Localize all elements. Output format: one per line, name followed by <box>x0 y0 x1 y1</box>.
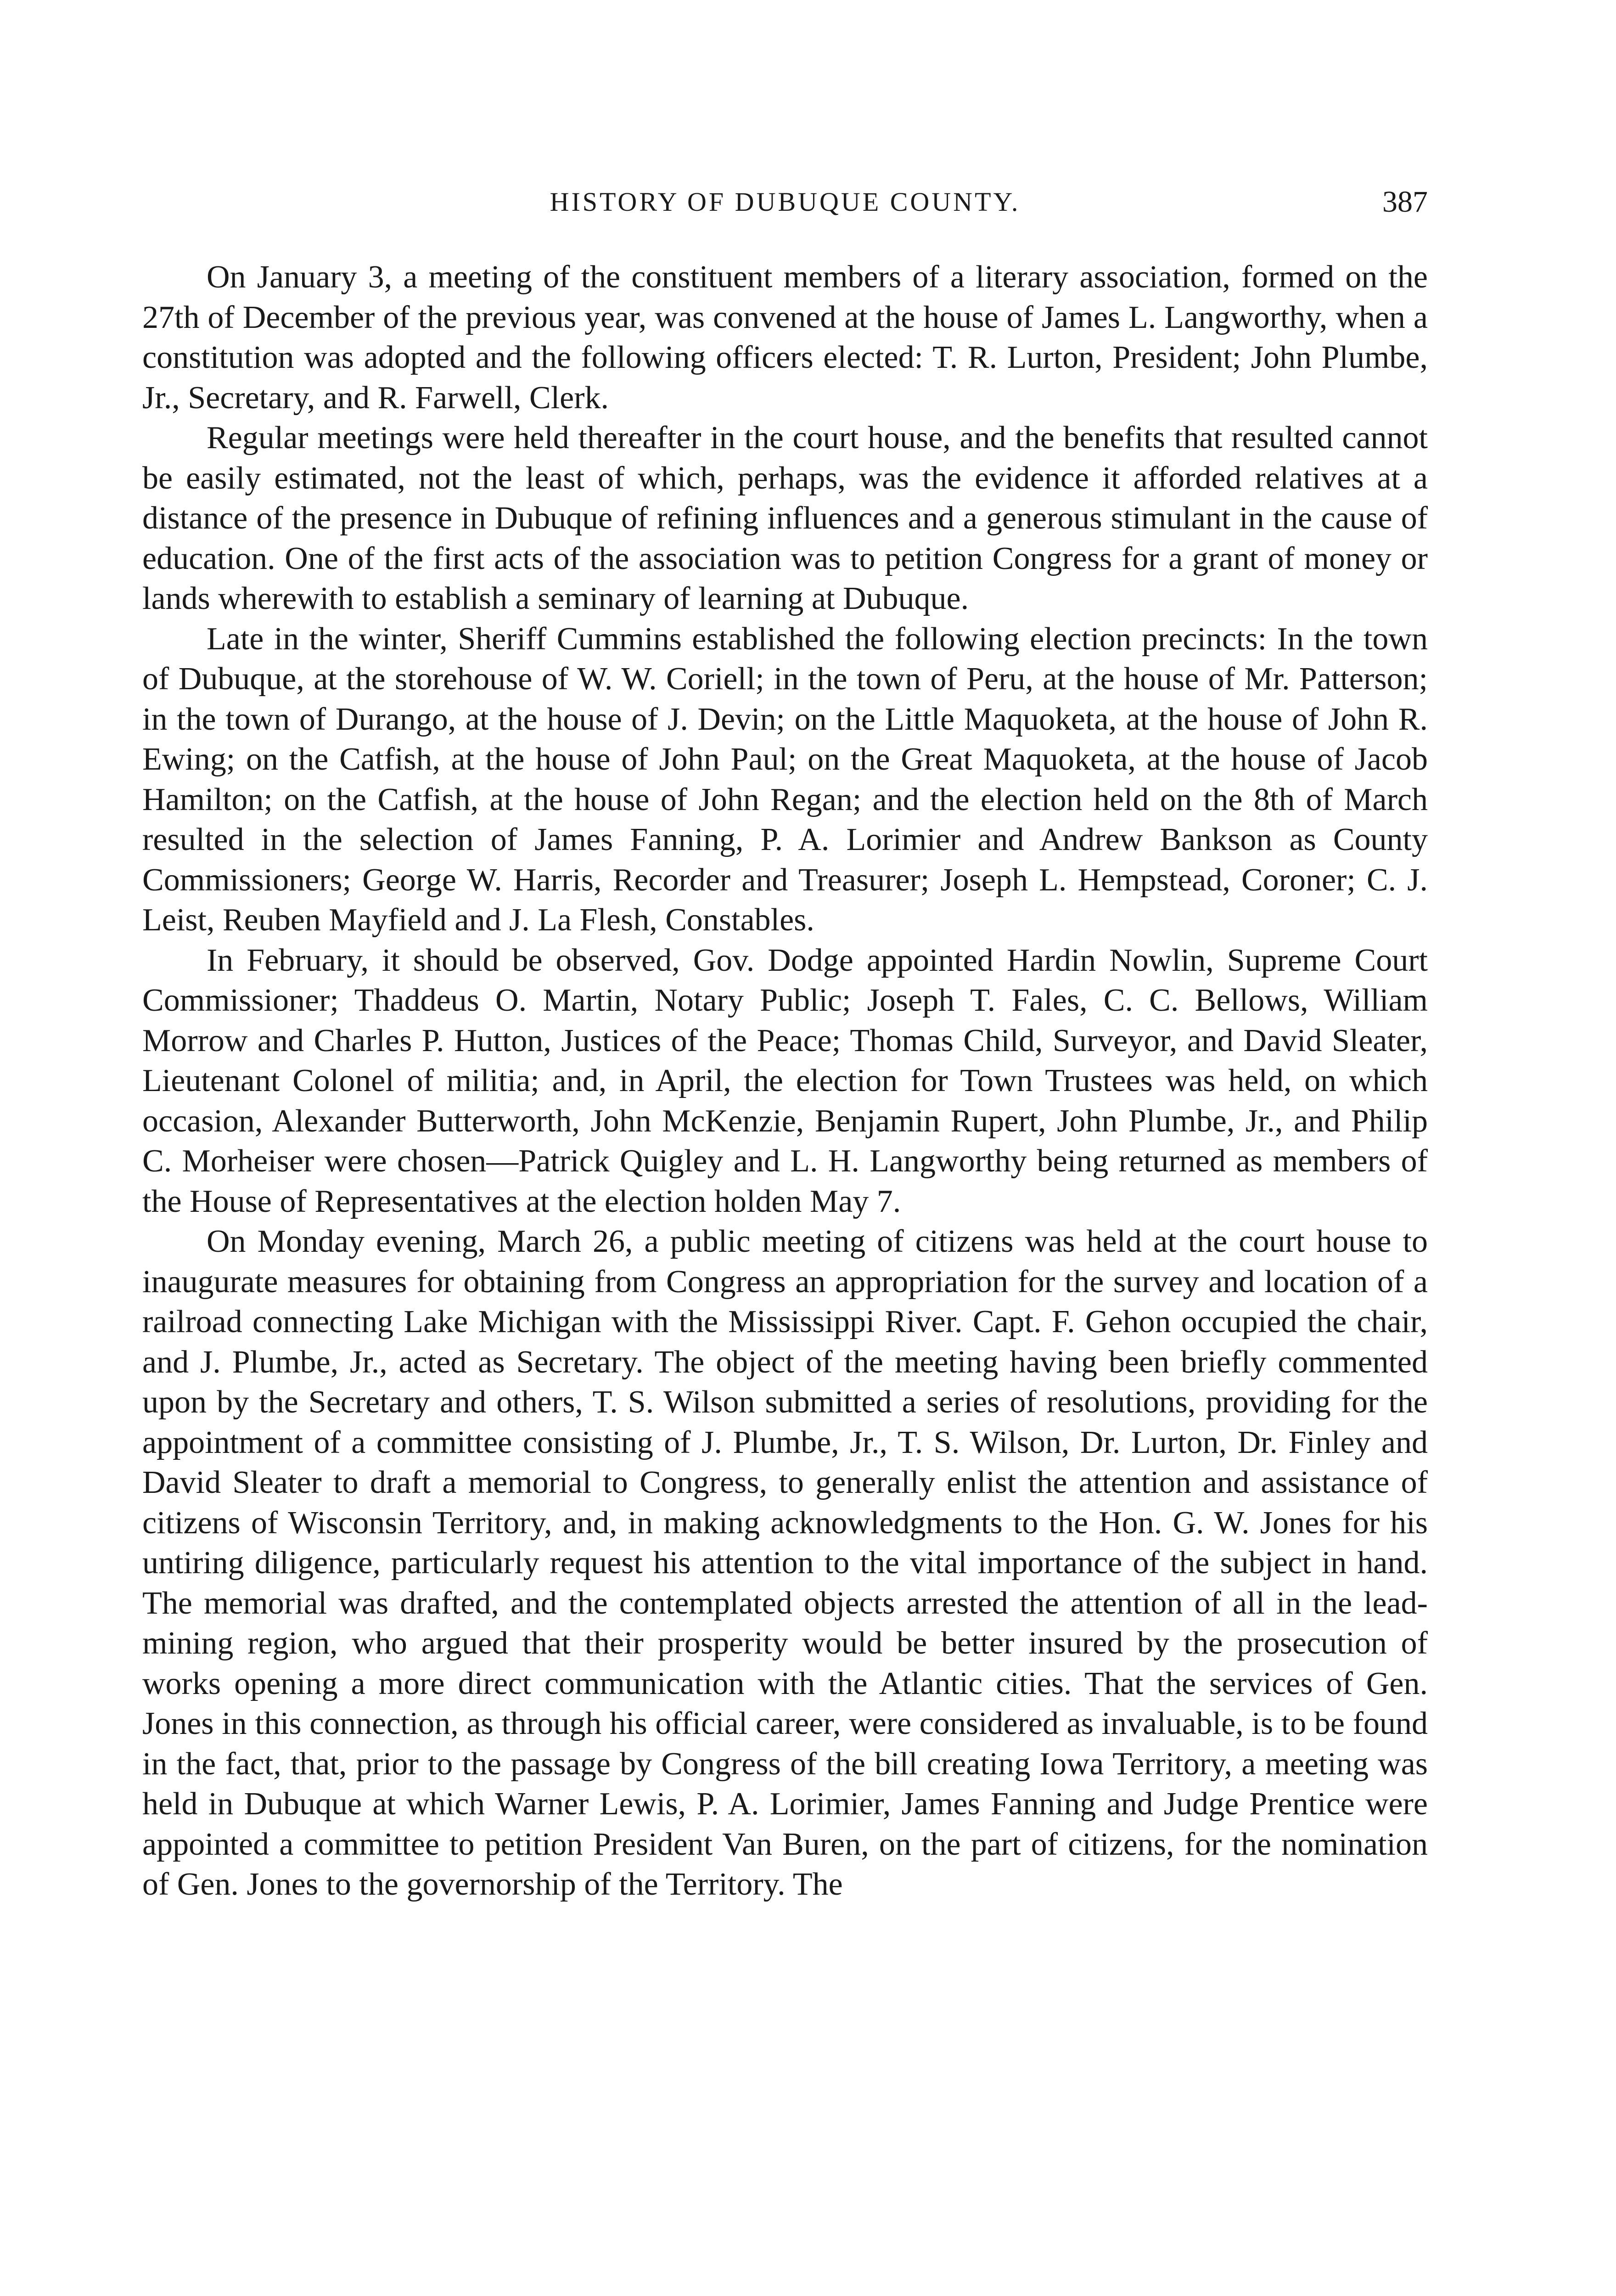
paragraph-election-precincts: Late in the winter, Sheriff Cummins established the following election precincts: In the town of Dubuque, at the storehouse of W. W. Coriell; in the town of Peru, at the house of Mr. Patterson; in the town of Durango, at the house of J. Devin; on the Little Maquoketa, at the house of John R. Ewing; on the Catfish, at the house of John Paul; on the Great Maquoketa, at the house of Jacob Hamilton; on the Catfish, at the house of John Regan; and the election held on the 8th of March resulted in the selection of James Fanning, P. A. Lorimier and Andrew Bankson as County Commissioners; George W. Harris, Recorder and Treasurer; Joseph L. Hempstead, Coroner; C. J. Leist, Reuben Mayfield and J. La Flesh, Constables. <box>142 621 1428 938</box>
paragraph-february-appointments: In February, it should be observed, Gov. Dodge appointed Hardin Nowlin, Supreme Court Commissioner; Thaddeus O. Martin, Notary Public; Joseph T. Fales, C. C. Bellows, William Morrow and Charles P. Hutton, Justices of the Peace; Thomas Child, Surveyor, and David Sleater, Lieutenant Colonel of militia; and, in April, the election for Town Trustees was held, on which occasion, Alexander Butterworth, John McKenzie, Benjamin Rupert, John Plumbe, Jr., and Philip C. Morheiser were chosen—Patrick Quigley and L. H. Langworthy being returned as members of the House of Representatives at the election holden May 7. <box>142 942 1428 1219</box>
paragraph-railroad-meeting: On Monday evening, March 26, a public meeting of citizens was held at the court house to inaugurate measures for obtaining from Congress an appropriation for the survey and location of a railroad connecting Lake Michigan with the Mississippi River. Capt. F. Gehon occupied the chair, and J. Plumbe, Jr., acted as Secretary. The object of the meeting having been briefly commented upon by the Secretary and others, T. S. Wilson submitted a series of resolutions, providing for the appointment of a committee consisting of J. Plumbe, Jr., T. S. Wilson, Dr. Lurton, Dr. Finley and David Sleater to draft a memorial to Congress, to generally enlist the attention and assistance of citizens of Wisconsin Territory, and, in making acknowledgments to the Hon. G. W. Jones for his untiring diligence, particularly request his attention to the vital importance of the subject in hand. The memorial was drafted, and the contemplated objects arrested the attention of all in the lead-mining region, who argued that their prosperity would be better insured by the prosecution of works opening a more direct communication with the Atlantic cities. That the services of Gen. Jones in this connection, as through his official career, were considered as invaluable, is to be found in the fact, that, prior to the passage by Congress of the bill creating Iowa Territory, a meeting was held in Dubuque at which Warner Lewis, P. A. Lorimier, James Fanning and Judge Prentice were appointed a committee to petition President Van Buren, on the part of citizens, for the nomination of Gen. Jones to the governorship of the Territory. The <box>142 1224 1428 1902</box>
page-number: 387 <box>1382 185 1428 219</box>
body-text <box>142 257 1428 1905</box>
paragraph-regular-meetings: Regular meetings were held thereafter in the court house, and the benefits that resulted cannot be easily estimated, not the least of which, perhaps, was the evidence it afforded relatives at a distance of the presence in Dubuque of refining influences and a generous stimulant in the cause of education. One of the first acts of the association was to petition Congress for a grant of money or lands wherewith to establish a seminary of learning at Dubuque. <box>142 420 1428 616</box>
running-title: HISTORY OF DUBUQUE COUNTY. <box>550 187 1021 217</box>
running-head <box>142 181 1428 223</box>
paragraph-literary-association: On January 3, a meeting of the constituent members of a literary association, formed on the 27th of December of the previous year, was convened at the house of James L. Langworthy, when a constitution was adopted and the following officers elected: T. R. Lurton, President; John Plumbe, Jr., Secretary, and R. Farwell, Clerk. <box>142 259 1428 416</box>
